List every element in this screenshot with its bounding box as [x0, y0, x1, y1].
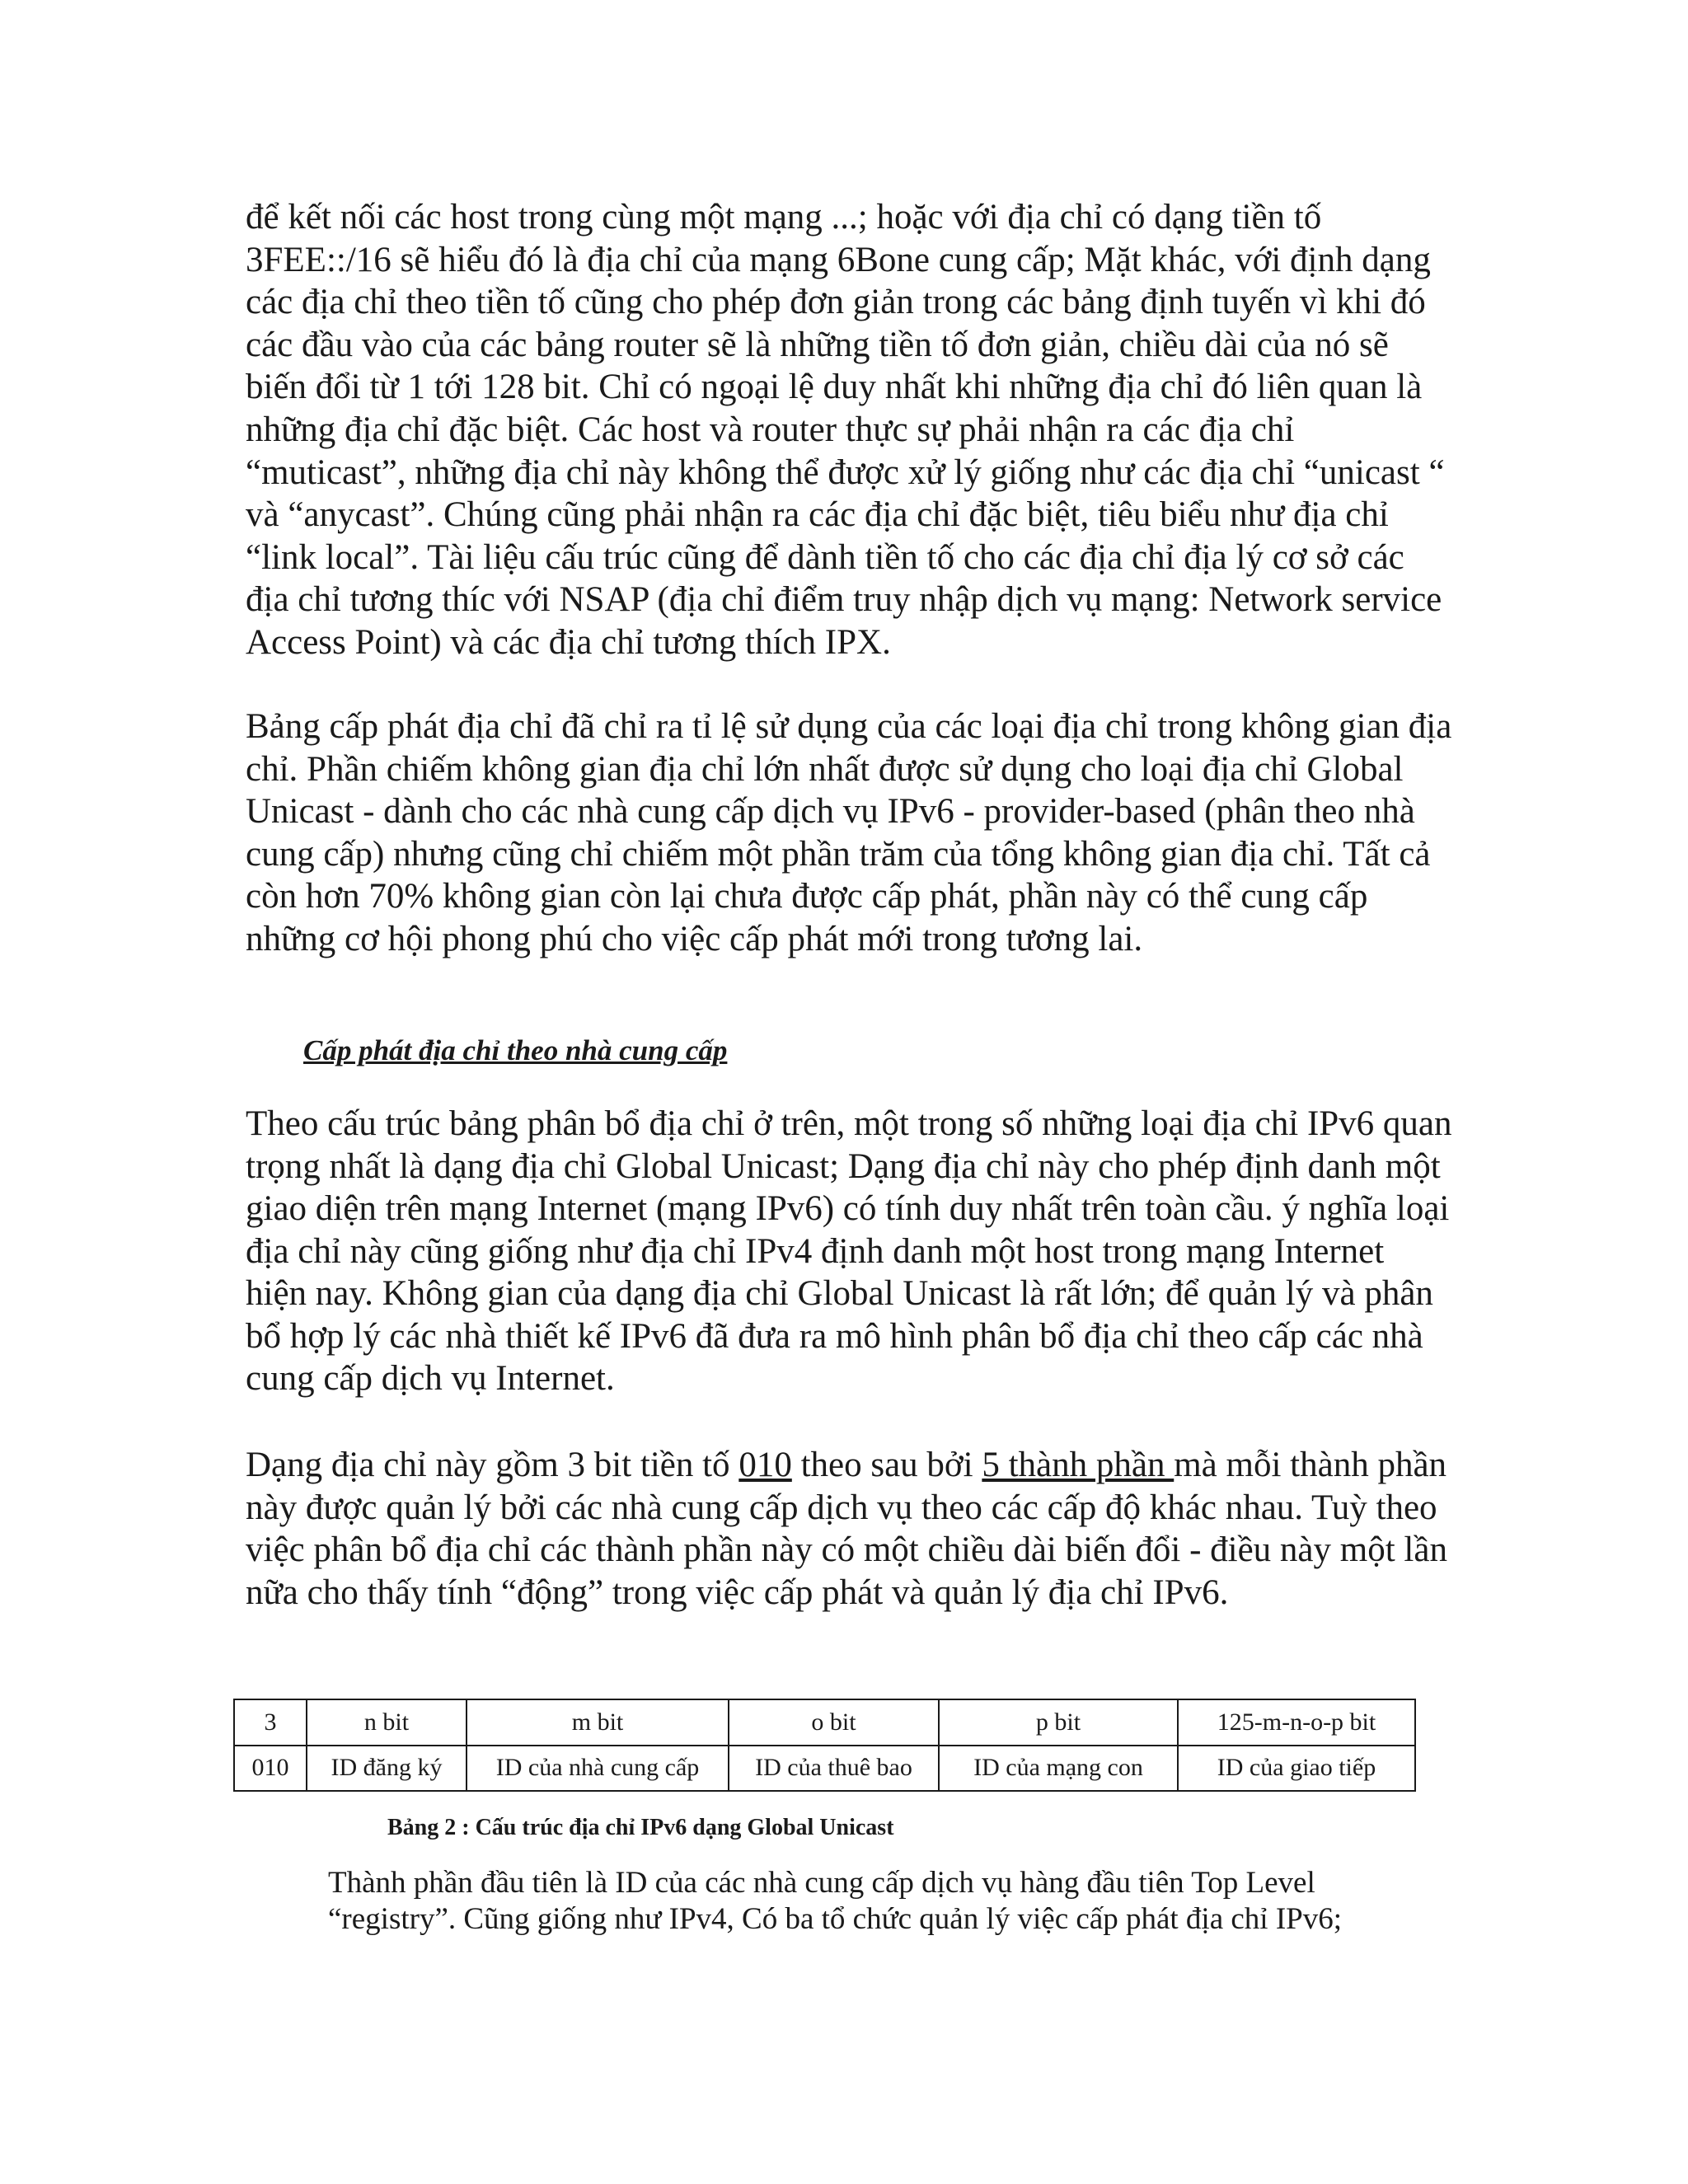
table-cell: 125-m-n-o-p bit: [1178, 1699, 1415, 1746]
components-count: 5 thành phần: [982, 1446, 1175, 1484]
paragraph-text: theo sau bởi: [791, 1446, 982, 1484]
table-row: [234, 1746, 1415, 1792]
table-cell: 3: [234, 1699, 307, 1746]
table-cell: p bit: [939, 1699, 1178, 1746]
body-paragraph: Thành phần đầu tiên là ID của các nhà cung cấp dịch vụ hàng đầu tiên Top Level “registry”. Cũng giống như IPv4, Có ba tổ chức quản lý việc cấp phát địa chỉ IPv6;: [328, 1866, 1343, 1936]
table-row: [234, 1699, 1415, 1746]
address-structure-table: [233, 1699, 1416, 1792]
table-cell: n bit: [307, 1699, 467, 1746]
table-cell: o bit: [729, 1699, 939, 1746]
table-cell: m bit: [467, 1699, 729, 1746]
body-paragraph: [246, 1444, 1453, 1614]
table-caption: Bảng 2 : Cấu trúc địa chỉ IPv6 dạng Global Unicast: [387, 1815, 894, 1840]
body-paragraph: Bảng cấp phát địa chỉ đã chỉ ra tỉ lệ sử dụng của các loại địa chỉ trong không gian địa chỉ. Phần chiếm không gian địa chỉ lớn nhất được sử dụng cho loại địa chỉ Global Unicast - dành cho các nhà cung cấp dịch vụ IPv6 - provider-based (phân theo nhà cung cấp) nhưng cũng chỉ chiếm một phần trăm của tổng không gian địa chỉ. Tất cả còn hơn 70% không gian còn lại chưa được cấp phát, phần này có thể cung cấp những cơ hội phong phú cho việc cấp phát mới trong tương lai.: [246, 707, 1452, 958]
body-paragraph: Theo cấu trúc bảng phân bổ địa chỉ ở trên, một trong số những loại địa chỉ IPv6 quan trọng nhất là dạng địa chỉ Global Unicast; Dạng địa chỉ này cho phép định danh một giao diện trên mạng Internet (mạng IPv6) có tính duy nhất trên toàn cầu. ý nghĩa loại địa chỉ này cũng giống như địa chỉ IPv4 định danh một host trong mạng Internet hiện nay. Không gian của dạng địa chỉ Global Unicast là rất lớn; để quản lý và phân bổ hợp lý các nhà thiết kế IPv6 đã đưa ra mô hình phân bổ địa chỉ theo cấp các nhà cung cấp dịch vụ Internet.: [246, 1104, 1452, 1398]
body-paragraph: để kết nối các host trong cùng một mạng ...; hoặc với địa chỉ có dạng tiền tố 3FEE::/16 sẽ hiểu đó là địa chỉ của mạng 6Bone cung cấp; Mặt khác, với định dạng các địa chỉ theo tiền tố cũng cho phép đơn giản trong các bảng định tuyến vì khi đó các đầu vào của các bảng router sẽ là những tiền tố đơn giản, chiều dài của nó sẽ biến đổi từ 1 tới 128 bit. Chỉ có ngoại lệ duy nhất khi những địa chỉ đó liên quan là những địa chỉ đặc biệt. Các host và router thực sự phải nhận ra các địa chỉ “muticast”, những địa chỉ này không thể được xử lý giống như các địa chỉ “unicast “ và “anycast”. Chúng cũng phải nhận ra các địa chỉ đặc biệt, tiêu biểu như địa chỉ “link local”. Tài liệu cấu trúc cũng để dành tiền tố cho các địa chỉ địa lý cơ sở các địa chỉ tương thíc với NSAP (địa chỉ điểm truy nhập dịch vụ mạng: Network service Access Point) và các địa chỉ tương thích IPX.: [246, 198, 1445, 662]
table-cell: ID của thuê bao: [729, 1746, 939, 1792]
table-cell: 010: [234, 1746, 307, 1792]
table-cell: ID của mạng con: [939, 1746, 1178, 1792]
table-cell: ID của giao tiếp: [1178, 1746, 1415, 1792]
table-cell: ID của nhà cung cấp: [467, 1746, 729, 1792]
section-heading: Cấp phát địa chỉ theo nhà cung cấp: [303, 1034, 728, 1066]
paragraph-text: mà mỗi thành phần này được quản lý bởi các nhà cung cấp dịch vụ theo các cấp độ khác nhau. Tuỳ theo việc phân bổ địa chỉ các thành phần này có một chiều dài biến đổi - điều này một lần nữa cho thấy tính “động” trong việc cấp phát và quản lý địa chỉ IPv6.: [246, 1446, 1447, 1612]
table-cell: ID đăng ký: [307, 1746, 467, 1792]
paragraph-text: Dạng địa chỉ này gồm 3 bit tiền tố: [246, 1446, 739, 1484]
prefix-value: 010: [738, 1446, 792, 1484]
